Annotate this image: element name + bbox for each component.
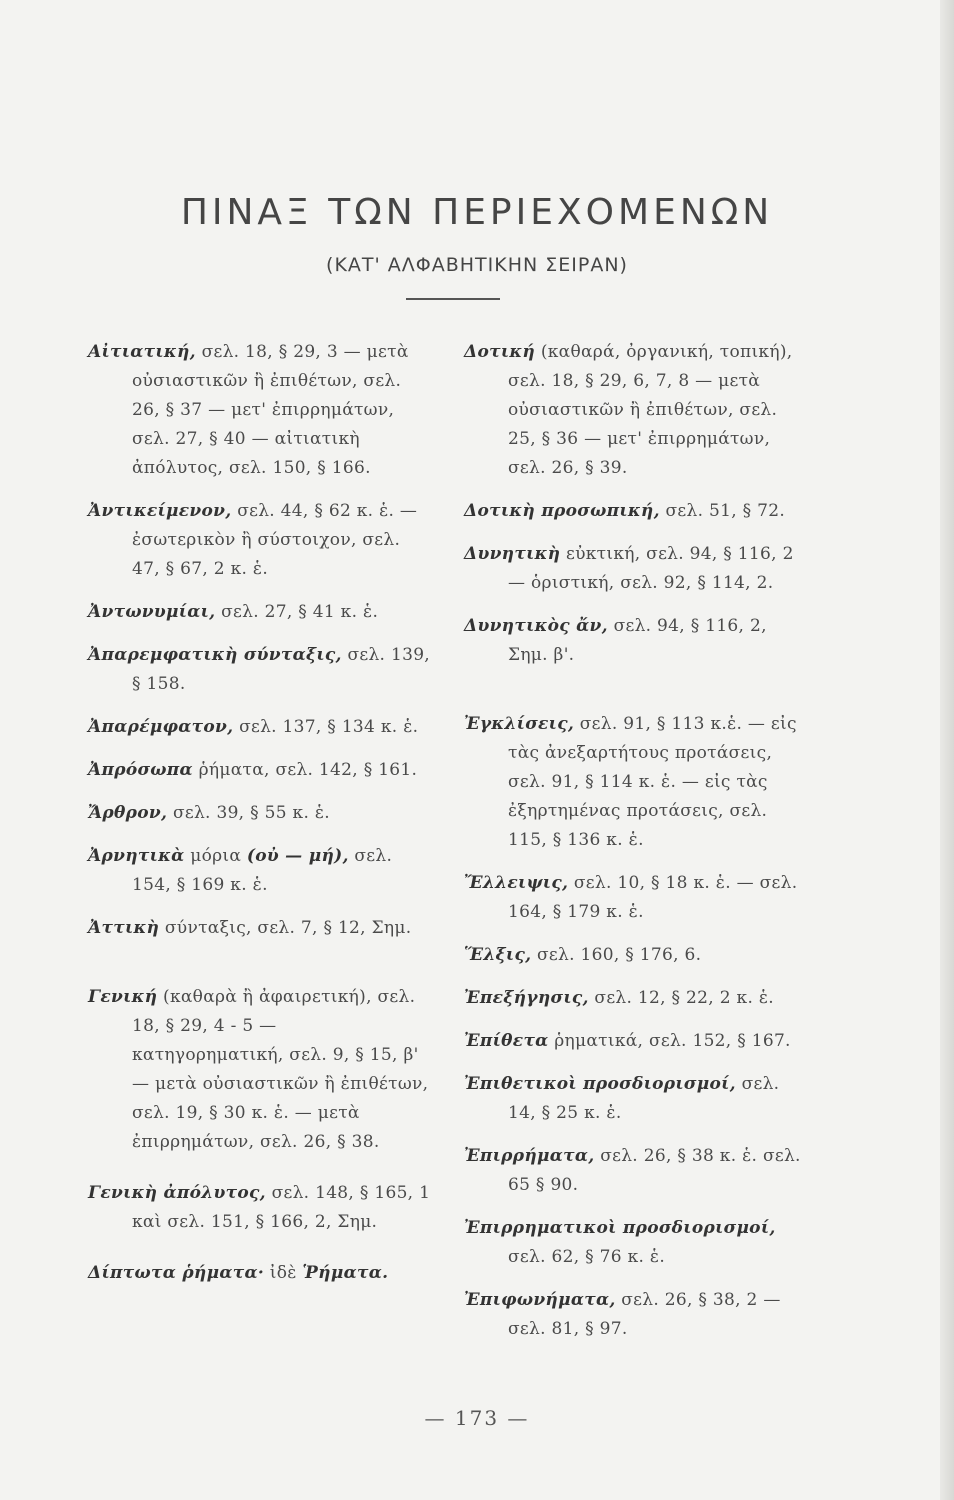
index-entry	[88, 1179, 433, 1237]
entry-text: σελ. 26, § 38, 2 — σελ. 81, § 97.	[508, 1290, 781, 1339]
title-rule	[406, 298, 500, 300]
entry-headword: Ἐπεξήγησις,	[464, 988, 589, 1008]
page-number: — 173 —	[424, 1406, 530, 1430]
entry-text: σύνταξις, σελ. 7, § 12, Σημ.	[159, 918, 412, 938]
entry-headword: Ἐγκλίσεις,	[464, 714, 575, 734]
index-column-left	[88, 338, 433, 1288]
entry-text: σελ. 12, § 22, 2 κ. ἑ.	[588, 988, 774, 1008]
entry-text: σελ. 139, § 158.	[132, 645, 431, 694]
index-entry	[464, 338, 809, 483]
index-entry	[88, 914, 433, 943]
index-entry	[464, 497, 809, 526]
index-entry	[88, 756, 433, 785]
entry-text: σελ. 51, § 72.	[659, 501, 786, 521]
entry-headword: Δοτικὴ προσωπική,	[464, 501, 660, 521]
entry-headword: Δυνητικὴ	[464, 544, 561, 564]
index-column-right	[464, 338, 809, 1344]
index-entry	[464, 1142, 809, 1200]
entry-headword: Ἀπρόσωπα	[88, 760, 193, 780]
entry-text: σελ. 137, § 134 κ. ἑ.	[233, 717, 419, 737]
entry-headword: Ἐπίθετα	[464, 1031, 549, 1051]
entry-text: σελ. 10, § 18 κ. ἑ. — σελ. 164, § 179 κ. ἑ.	[508, 873, 798, 922]
index-entry	[464, 612, 809, 670]
entry-text: σελ. 44, § 62 κ. ἑ. — ἐσωτερικὸν ἢ σύστοιχον, σελ. 47, § 67, 2 κ. ἑ.	[132, 501, 418, 579]
index-entry	[88, 1259, 433, 1288]
entry-text: ἰδὲ	[264, 1263, 303, 1283]
entry-headword: Ἕλξις,	[464, 945, 532, 965]
entry-headword-secondary: Ῥήματα.	[302, 1263, 389, 1283]
entry-headword: Ἄρθρον,	[88, 803, 168, 823]
index-entry	[464, 1214, 809, 1272]
entry-headword-secondary: (οὐ — μή),	[246, 846, 349, 866]
entry-headword: Ἀντικείμενον,	[88, 501, 232, 521]
index-entry	[464, 540, 809, 598]
index-entry	[464, 1070, 809, 1128]
entry-headword: Δίπτωτα ῥήματα·	[88, 1263, 265, 1283]
entry-headword: Ἔλλειψις,	[464, 873, 569, 893]
index-entry	[88, 497, 433, 584]
entry-text: σελ. 14, § 25 κ. ἑ.	[508, 1074, 780, 1123]
index-entry	[464, 710, 809, 855]
entry-text: ῥήματα, σελ. 142, § 161.	[192, 760, 418, 780]
entry-text: σελ. 39, § 55 κ. ἑ.	[167, 803, 330, 823]
index-entry	[464, 941, 809, 970]
entry-headword: Ἐπιφωνήματα,	[464, 1290, 616, 1310]
index-entry	[88, 842, 433, 900]
entry-text: εὐκτική, σελ. 94, § 116, 2 — ὁριστική, σελ. 92, § 114, 2.	[508, 544, 794, 593]
entry-headword: Ἐπιρρηματικοὶ προσδιορισμοί,	[464, 1218, 776, 1238]
entry-text: σελ. 91, § 113 κ.ἑ. — εἰς τὰς ἀνεξαρτήτους προτάσεις, σελ. 91, § 114 κ. ἑ. — εἰς τὰς ἐξηρτημένας προτάσεις, σελ. 115, § 136 κ. ἑ.	[508, 714, 797, 850]
index-entry	[464, 1027, 809, 1056]
entry-text: σελ. 148, § 165, 1 καὶ σελ. 151, § 166, 2, Σημ.	[132, 1183, 431, 1232]
index-entry	[464, 869, 809, 927]
index-entry	[88, 713, 433, 742]
entry-text: (καθαρὰ ἢ ἀφαιρετική), σελ. 18, § 29, 4 - 5 — κατηγορηματική, σελ. 9, § 15, β' — μετὰ οὐσιαστικῶν ἢ ἐπιθέτων, σελ. 19, § 30 κ. ἑ. — μετὰ ἐπιρρημάτων, σελ. 26, § 38.	[132, 987, 429, 1152]
entry-text-secondary: σελ. 154, § 169 κ. ἑ.	[132, 846, 393, 895]
entry-text: σελ. 18, § 29, 3 — μετὰ οὐσιαστικῶν ἢ ἐπιθέτων, σελ. 26, § 37 — μετ' ἐπιρρημάτων, σελ. 27, § 40 — αἰτιατικὴ ἀπόλυτος, σελ. 150, § 166.	[132, 342, 409, 478]
entry-headword: Δοτική	[464, 342, 536, 362]
entry-text: σελ. 27, § 41 κ. ἑ.	[215, 602, 379, 622]
entry-headword: Ἐπιρρήματα,	[464, 1146, 595, 1166]
entry-text: (καθαρά, ὀργανική, τοπική), σελ. 18, § 29, 6, 7, 8 — μετὰ οὐσιαστικῶν ἢ ἐπιθέτων, σελ. 25, § 36 — μετ' ἐπιρρημάτων, σελ. 26, § 39.	[508, 342, 793, 478]
entry-headword: Ἀπαρεμφατικὴ σύνταξις,	[88, 645, 342, 665]
index-entry	[464, 984, 809, 1013]
entry-headword: Ἀρνητικὰ	[88, 846, 185, 866]
entry-text: σελ. 26, § 38 κ. ἑ. σελ. 65 § 90.	[508, 1146, 801, 1195]
entry-headword: Ἀπαρέμφατον,	[88, 717, 234, 737]
entry-text: σελ. 94, § 116, 2, Σημ. β'.	[508, 616, 767, 665]
entry-headword: Αἰτιατική,	[88, 342, 196, 362]
entry-headword: Ἐπιθετικοὶ προσδιορισμοί,	[464, 1074, 736, 1094]
index-entry	[88, 338, 433, 483]
entry-text: σελ. 160, § 176, 6.	[531, 945, 702, 965]
index-entry	[464, 1286, 809, 1344]
entry-text: ῥηματικά, σελ. 152, § 167.	[548, 1031, 791, 1051]
entry-headword: Ἀττικὴ	[88, 918, 160, 938]
index-entry	[88, 983, 433, 1157]
entry-headword: Γενικὴ ἀπόλυτος,	[88, 1183, 266, 1203]
entry-headword: Ἀντωνυμίαι,	[88, 602, 216, 622]
page-subtitle: (ΚΑΤ' ΑΛΦΑΒΗΤΙΚΗΝ ΣΕΙΡΑΝ)	[326, 254, 628, 276]
page-title: ΠΙΝΑΞ ΤΩΝ ΠΕΡΙΕΧΟΜΕΝΩΝ	[180, 192, 774, 233]
index-entry	[88, 598, 433, 627]
entry-headword: Γενική	[88, 987, 158, 1007]
index-entry	[88, 799, 433, 828]
entry-headword: Δυνητικὸς ἄν,	[464, 616, 608, 636]
entry-text: μόρια	[184, 846, 247, 866]
entry-text: σελ. 62, § 76 κ. ἑ.	[508, 1247, 666, 1267]
index-entry	[88, 641, 433, 699]
